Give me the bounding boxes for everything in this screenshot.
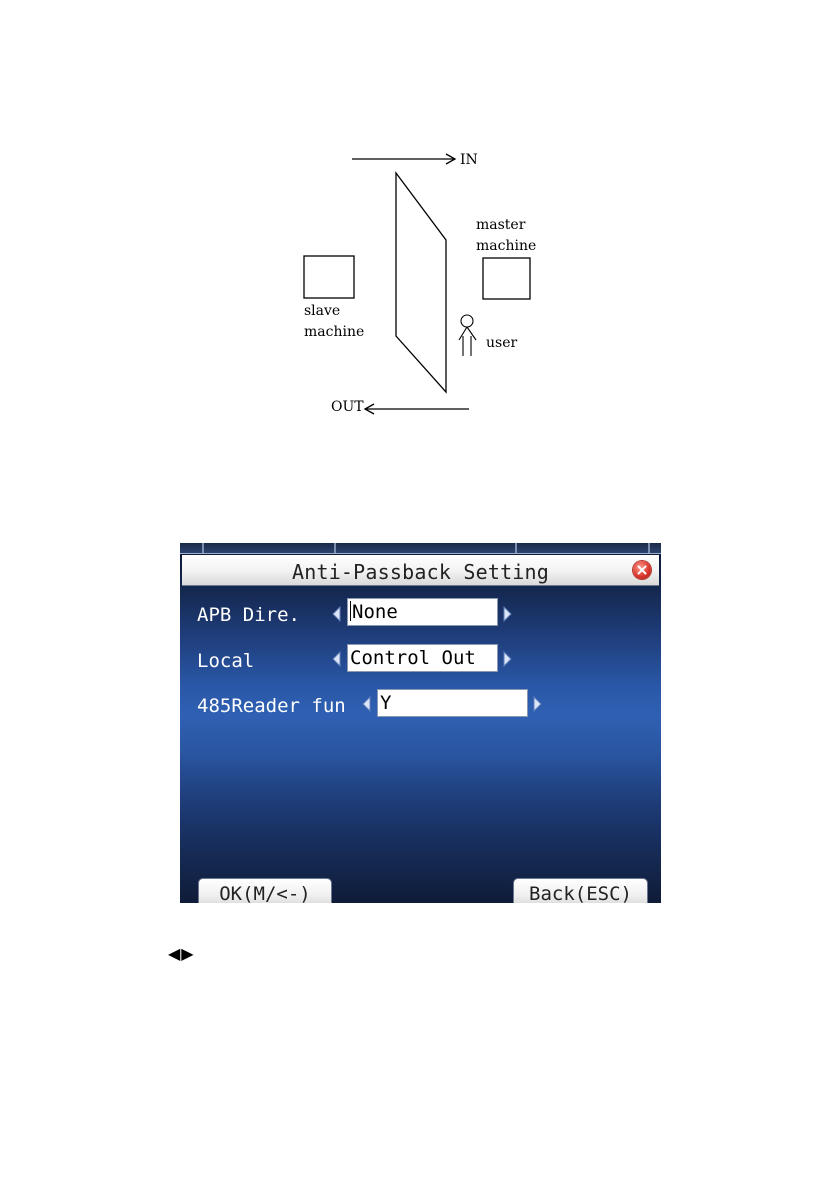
close-icon[interactable] (633, 561, 651, 579)
user-figure-icon (459, 315, 476, 356)
right-arrow-icon[interactable] (533, 696, 543, 712)
local-label: Local (197, 650, 255, 672)
apb-direction-value: None (352, 601, 398, 623)
reader-fun-field[interactable] (377, 689, 528, 717)
apb-direction-field[interactable] (347, 598, 498, 626)
reader-fun-label: 485Reader fun (197, 695, 346, 717)
reader-fun-value: Y (380, 692, 392, 714)
slave-label-line2: machine (304, 324, 365, 340)
in-arrow (352, 154, 455, 164)
out-arrow (365, 404, 469, 414)
master-label-line1: master (476, 217, 526, 233)
page-title: Anti-Passback Setting (291, 560, 550, 584)
right-arrow-icon[interactable] (503, 606, 513, 622)
right-arrow-icon[interactable] (503, 651, 513, 667)
left-arrow-icon[interactable] (361, 696, 371, 712)
gate-shape (396, 173, 446, 392)
ok-button[interactable]: OK(M/<-) (198, 878, 332, 903)
back-button[interactable]: Back(ESC) (513, 878, 648, 903)
text-caret (350, 601, 351, 621)
local-field[interactable] (347, 644, 498, 672)
master-label-line2: machine (476, 238, 537, 254)
anti-passback-diagram (0, 0, 839, 520)
top-strip (180, 543, 661, 554)
left-arrow-icon[interactable] (331, 606, 341, 622)
in-label: IN (460, 152, 478, 168)
title-bar (182, 555, 659, 586)
device-screen (180, 543, 661, 903)
out-label: OUT (331, 399, 364, 415)
master-machine-box (483, 258, 530, 299)
slave-machine-box (304, 256, 354, 298)
left-arrow-icon[interactable] (331, 651, 341, 667)
user-label: user (486, 335, 518, 351)
slave-label-line1: slave (304, 303, 341, 319)
arrow-glyphs: ◀▶ (168, 944, 195, 963)
local-value: Control Out (350, 647, 476, 669)
apb-direction-label: APB Dire. (197, 604, 300, 626)
